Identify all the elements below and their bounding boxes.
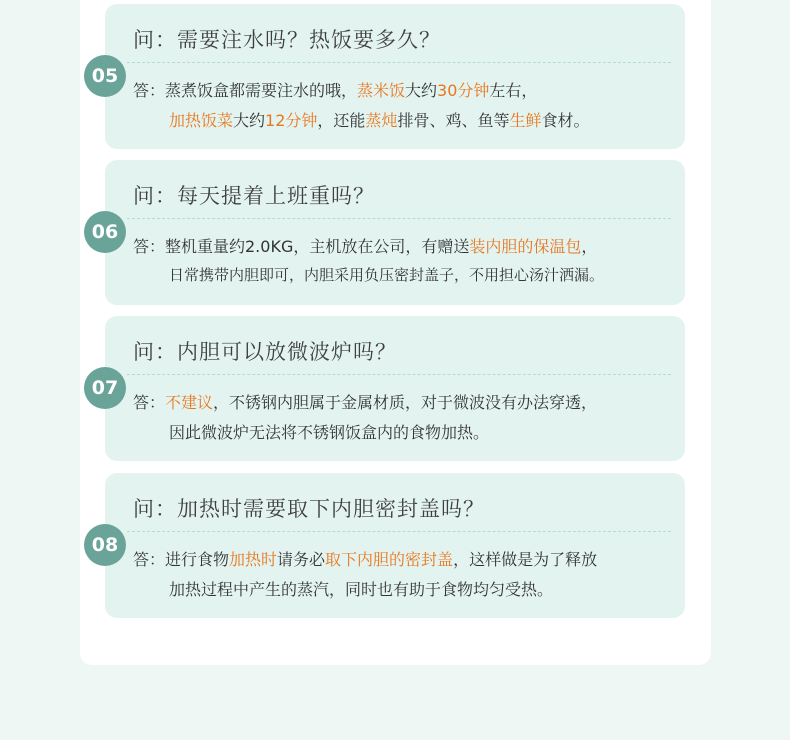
answer-text: 答：进行食物	[133, 550, 230, 569]
answer-text: 答：	[133, 393, 166, 412]
answer-text: 左右，	[489, 81, 538, 100]
faq-answer-line	[133, 234, 597, 257]
faq-answer-line	[169, 577, 553, 600]
answer-text: 大约	[405, 81, 438, 100]
dashed-divider	[127, 374, 671, 375]
faq-answer-line	[133, 547, 597, 570]
answer-text: ，这样做是为了释放	[453, 550, 598, 569]
faq-card	[105, 473, 685, 618]
answer-highlight: 生鲜	[509, 111, 542, 130]
answer-text: ，	[581, 237, 598, 256]
dashed-divider	[127, 218, 671, 219]
dashed-divider	[127, 531, 671, 532]
faq-answer-line	[169, 108, 589, 131]
faq-question: 问：需要注水吗？热饭要多久？	[133, 28, 441, 52]
answer-highlight: 装内胆的保温包	[469, 237, 582, 256]
answer-highlight: 加热时	[229, 550, 278, 569]
answer-text: 请务必	[277, 550, 326, 569]
faq-number-badge: 08	[84, 524, 126, 566]
faq-card	[105, 4, 685, 149]
answer-highlight: 不建议	[165, 393, 214, 412]
answer-highlight: 蒸炖	[365, 111, 398, 130]
faq-question: 问：每天提着上班重吗？	[133, 184, 375, 208]
answer-highlight: 12分钟	[265, 111, 318, 130]
answer-highlight: 30分钟	[437, 81, 490, 100]
answer-highlight: 取下内胆的密封盖	[325, 550, 454, 569]
dashed-divider	[127, 62, 671, 63]
answer-highlight: 加热饭菜	[169, 111, 234, 130]
faq-answer-line	[133, 390, 597, 413]
answer-text: 加热过程中产生的蒸汽，同时也有助于食物均匀受热。	[169, 580, 554, 599]
answer-text: 排骨、鸡、鱼等	[397, 111, 510, 130]
answer-text: ，还能	[317, 111, 366, 130]
faq-card	[105, 160, 685, 305]
answer-text: 答：蒸煮饭盒都需要注水的哦，	[133, 81, 358, 100]
faq-number-badge: 06	[84, 211, 126, 253]
answer-text: 日常携带内胆即可，内胆采用负压密封盖子，不用担心汤汁洒漏。	[169, 266, 605, 284]
answer-highlight: 蒸米饭	[357, 81, 406, 100]
answer-text: ，不锈钢内胆属于金属材质，对于微波没有办法穿透，	[213, 393, 598, 412]
faq-answer-line	[133, 78, 537, 101]
answer-text: 食材。	[541, 111, 590, 130]
faq-answer-line	[169, 420, 489, 443]
faq-answer-line	[169, 264, 604, 285]
faq-card	[105, 316, 685, 461]
faq-question: 问：加热时需要取下内胆密封盖吗？	[133, 497, 485, 521]
faq-number-badge: 05	[84, 55, 126, 97]
faq-number-badge: 07	[84, 367, 126, 409]
faq-question: 问：内胆可以放微波炉吗？	[133, 340, 397, 364]
answer-text: 答：整机重量约2.0KG，主机放在公司，有赠送	[133, 237, 470, 256]
answer-text: 因此微波炉无法将不锈钢饭盒内的食物加热。	[169, 423, 490, 442]
answer-text: 大约	[233, 111, 266, 130]
